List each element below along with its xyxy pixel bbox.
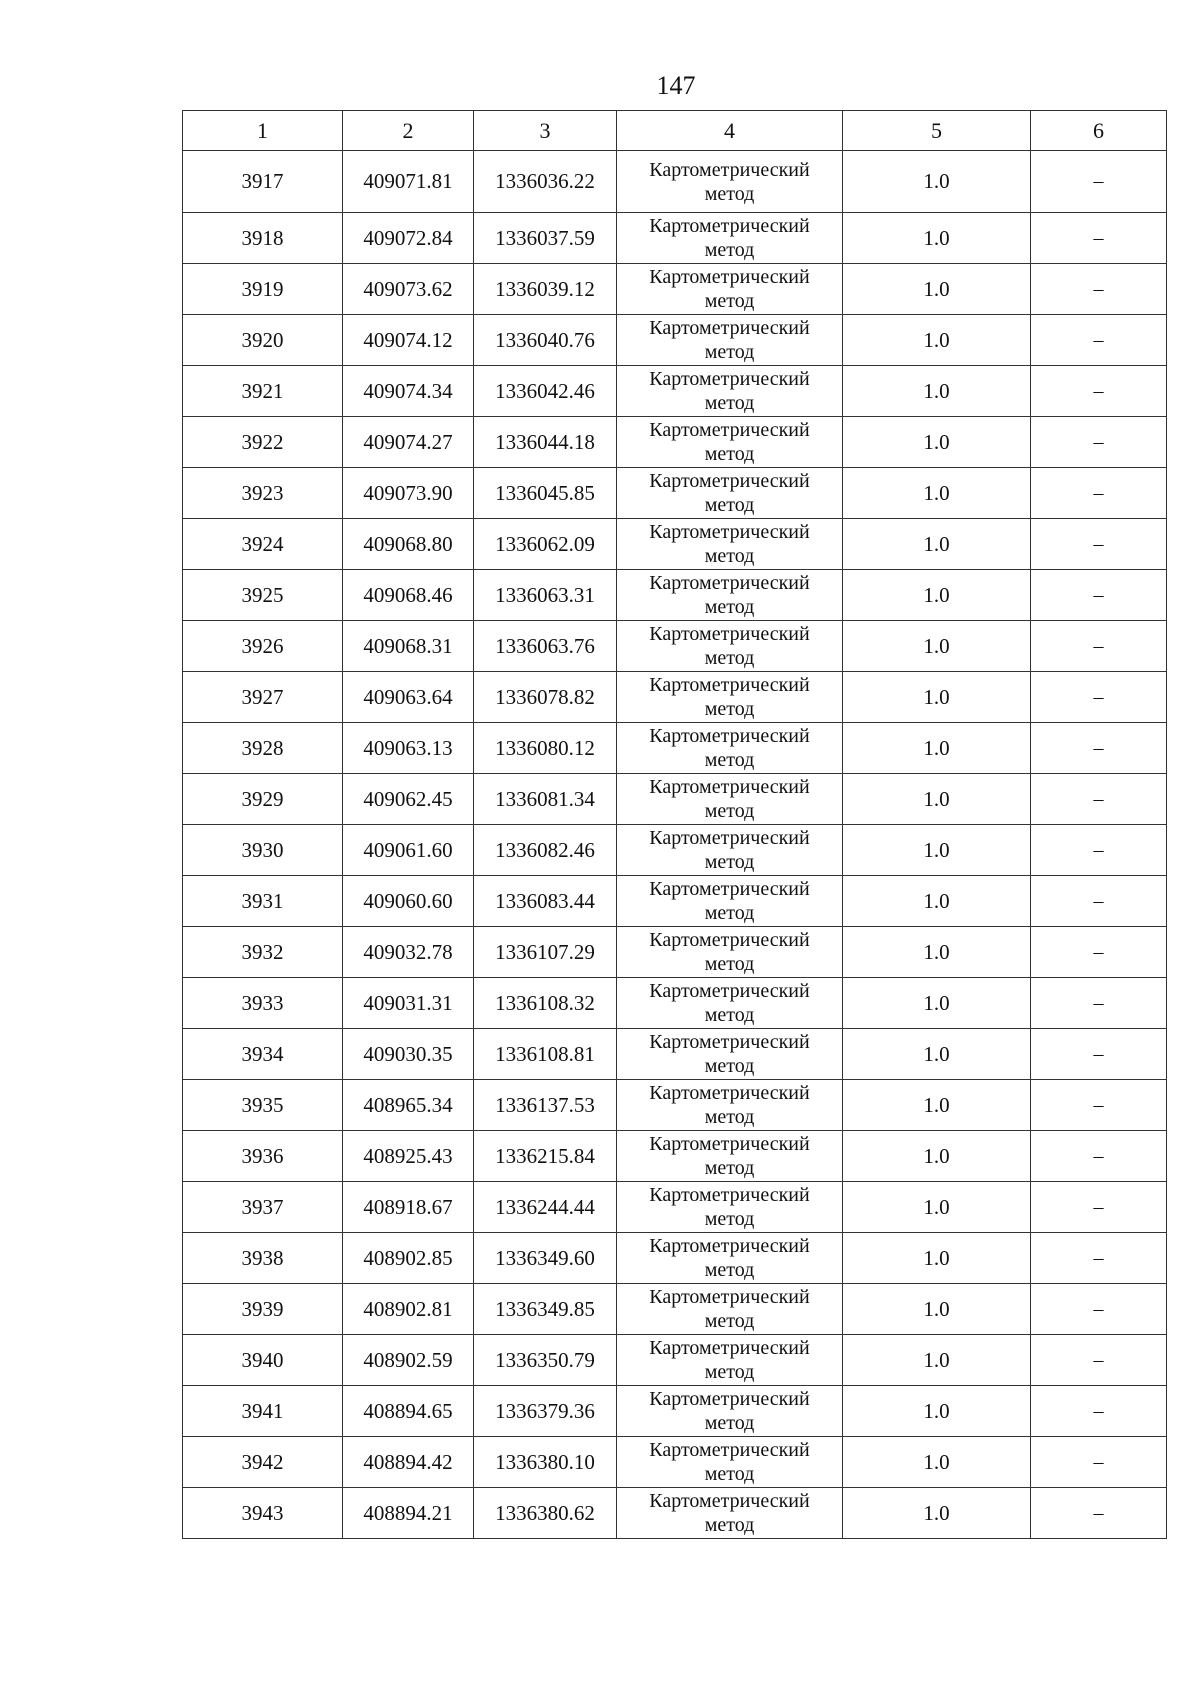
accuracy-cell: 1.0 — [843, 151, 1031, 213]
method-cell — [617, 315, 843, 366]
method-cell — [617, 468, 843, 519]
method-line-1: Картометрический — [649, 1133, 810, 1155]
table-row — [183, 570, 1167, 621]
note-cell: – — [1031, 519, 1167, 570]
method-cell — [617, 1080, 843, 1131]
x-coordinate-cell: 409032.78 — [343, 927, 474, 978]
note-cell: – — [1031, 876, 1167, 927]
method-line-1: Картометрический — [649, 215, 810, 237]
method-text — [649, 979, 809, 1027]
method-line-1: Картометрический — [649, 158, 810, 181]
point-number-cell: 3943 — [183, 1488, 343, 1539]
method-cell — [617, 1131, 843, 1182]
table-row — [183, 774, 1167, 825]
y-coordinate-cell: 1336244.44 — [474, 1182, 617, 1233]
method-line-1: Картометрический — [649, 1388, 810, 1410]
accuracy-cell: 1.0 — [843, 1386, 1031, 1437]
table-row — [183, 417, 1167, 468]
method-line-1: Картометрический — [649, 878, 810, 900]
x-coordinate-cell: 409068.80 — [343, 519, 474, 570]
accuracy-cell: 1.0 — [843, 978, 1031, 1029]
point-number-cell: 3924 — [183, 519, 343, 570]
x-coordinate-cell: 409060.60 — [343, 876, 474, 927]
method-text — [649, 673, 809, 721]
note-cell: – — [1031, 264, 1167, 315]
method-text — [649, 928, 809, 976]
table-row — [183, 876, 1167, 927]
point-number-cell: 3918 — [183, 213, 343, 264]
note-cell: – — [1031, 1335, 1167, 1386]
accuracy-cell: 1.0 — [843, 927, 1031, 978]
x-coordinate-cell: 409068.31 — [343, 621, 474, 672]
method-line-1: Картометрический — [649, 827, 810, 849]
point-number-cell: 3937 — [183, 1182, 343, 1233]
method-text — [649, 1285, 809, 1333]
header-col-4: 4 — [617, 111, 843, 151]
x-coordinate-cell: 409031.31 — [343, 978, 474, 1029]
method-line-1: Картометрический — [649, 776, 810, 798]
method-line-1: Картометрический — [649, 521, 810, 543]
accuracy-cell: 1.0 — [843, 366, 1031, 417]
x-coordinate-cell: 408894.42 — [343, 1437, 474, 1488]
table-row — [183, 519, 1167, 570]
method-line-1: Картометрический — [649, 623, 810, 645]
y-coordinate-cell: 1336083.44 — [474, 876, 617, 927]
method-text — [649, 520, 809, 568]
method-line-2: метод — [704, 494, 755, 516]
method-cell — [617, 774, 843, 825]
method-line-1: Картометрический — [649, 1082, 810, 1104]
table-row — [183, 1131, 1167, 1182]
x-coordinate-cell: 409074.34 — [343, 366, 474, 417]
table-row — [183, 213, 1167, 264]
method-cell — [617, 151, 843, 213]
y-coordinate-cell: 1336063.31 — [474, 570, 617, 621]
method-line-2: метод — [704, 800, 755, 822]
note-cell: – — [1031, 1182, 1167, 1233]
x-coordinate-cell: 408918.67 — [343, 1182, 474, 1233]
y-coordinate-cell: 1336063.76 — [474, 621, 617, 672]
accuracy-cell: 1.0 — [843, 468, 1031, 519]
method-cell — [617, 825, 843, 876]
method-text — [649, 1234, 809, 1282]
x-coordinate-cell: 409061.60 — [343, 825, 474, 876]
accuracy-cell: 1.0 — [843, 1029, 1031, 1080]
accuracy-cell: 1.0 — [843, 774, 1031, 825]
note-cell: – — [1031, 1437, 1167, 1488]
note-cell: – — [1031, 927, 1167, 978]
note-cell: – — [1031, 1131, 1167, 1182]
y-coordinate-cell: 1336080.12 — [474, 723, 617, 774]
note-cell: – — [1031, 621, 1167, 672]
table-row — [183, 1029, 1167, 1080]
accuracy-cell: 1.0 — [843, 417, 1031, 468]
table-row — [183, 723, 1167, 774]
method-text — [649, 622, 809, 670]
accuracy-cell: 1.0 — [843, 1131, 1031, 1182]
point-number-cell: 3933 — [183, 978, 343, 1029]
y-coordinate-cell: 1336044.18 — [474, 417, 617, 468]
point-number-cell: 3926 — [183, 621, 343, 672]
table-row — [183, 927, 1167, 978]
table-row — [183, 1080, 1167, 1131]
table-body — [183, 151, 1167, 1539]
y-coordinate-cell: 1336108.32 — [474, 978, 617, 1029]
header-col-5: 5 — [843, 111, 1031, 151]
x-coordinate-cell: 408965.34 — [343, 1080, 474, 1131]
method-cell — [617, 1386, 843, 1437]
x-coordinate-cell: 409068.46 — [343, 570, 474, 621]
table-row — [183, 151, 1167, 213]
method-text — [649, 1081, 809, 1129]
method-line-2: метод — [704, 1004, 755, 1026]
accuracy-cell: 1.0 — [843, 1335, 1031, 1386]
method-cell — [617, 723, 843, 774]
note-cell: – — [1031, 468, 1167, 519]
accuracy-cell: 1.0 — [843, 876, 1031, 927]
table-header-row — [183, 111, 1167, 151]
accuracy-cell: 1.0 — [843, 1488, 1031, 1539]
method-line-1: Картометрический — [649, 1184, 810, 1206]
method-text — [649, 775, 809, 823]
table-row — [183, 1386, 1167, 1437]
point-number-cell: 3925 — [183, 570, 343, 621]
table-row — [183, 1182, 1167, 1233]
note-cell: – — [1031, 366, 1167, 417]
y-coordinate-cell: 1336107.29 — [474, 927, 617, 978]
method-cell — [617, 1488, 843, 1539]
method-line-1: Картометрический — [649, 1286, 810, 1308]
method-line-2: метод — [704, 1055, 755, 1077]
method-text — [649, 877, 809, 925]
note-cell: – — [1031, 825, 1167, 876]
method-line-2: метод — [704, 902, 755, 924]
method-cell — [617, 1284, 843, 1335]
y-coordinate-cell: 1336082.46 — [474, 825, 617, 876]
y-coordinate-cell: 1336108.81 — [474, 1029, 617, 1080]
method-text — [649, 1438, 809, 1486]
method-text — [649, 418, 809, 466]
header-col-6: 6 — [1031, 111, 1167, 151]
method-cell — [617, 1233, 843, 1284]
table-row — [183, 621, 1167, 672]
table-row — [183, 1437, 1167, 1488]
point-number-cell: 3923 — [183, 468, 343, 519]
method-line-1: Картометрический — [649, 470, 810, 492]
accuracy-cell: 1.0 — [843, 1182, 1031, 1233]
accuracy-cell: 1.0 — [843, 723, 1031, 774]
note-cell: – — [1031, 151, 1167, 213]
method-cell — [617, 366, 843, 417]
method-text — [649, 214, 809, 262]
x-coordinate-cell: 408894.21 — [343, 1488, 474, 1539]
method-line-2: метод — [704, 1259, 755, 1281]
method-text — [649, 265, 809, 313]
y-coordinate-cell: 1336037.59 — [474, 213, 617, 264]
point-number-cell: 3920 — [183, 315, 343, 366]
note-cell: – — [1031, 1233, 1167, 1284]
method-cell — [617, 213, 843, 264]
accuracy-cell: 1.0 — [843, 213, 1031, 264]
method-text — [649, 571, 809, 619]
point-number-cell: 3941 — [183, 1386, 343, 1437]
method-line-2: метод — [704, 953, 755, 975]
y-coordinate-cell: 1336380.62 — [474, 1488, 617, 1539]
method-text — [649, 1387, 809, 1435]
y-coordinate-cell: 1336078.82 — [474, 672, 617, 723]
method-line-2: метод — [704, 596, 755, 618]
method-line-1: Картометрический — [649, 572, 810, 594]
method-cell — [617, 876, 843, 927]
point-number-cell: 3928 — [183, 723, 343, 774]
y-coordinate-cell: 1336349.60 — [474, 1233, 617, 1284]
method-text — [649, 826, 809, 874]
note-cell: – — [1031, 1080, 1167, 1131]
accuracy-cell: 1.0 — [843, 1233, 1031, 1284]
y-coordinate-cell: 1336215.84 — [474, 1131, 617, 1182]
method-text — [649, 367, 809, 415]
method-text — [649, 1183, 809, 1231]
method-cell — [617, 264, 843, 315]
accuracy-cell: 1.0 — [843, 315, 1031, 366]
method-line-2: метод — [704, 182, 755, 205]
method-line-1: Картометрический — [649, 1235, 810, 1257]
table-row — [183, 264, 1167, 315]
method-cell — [617, 621, 843, 672]
x-coordinate-cell: 408902.59 — [343, 1335, 474, 1386]
x-coordinate-cell: 409063.64 — [343, 672, 474, 723]
point-number-cell: 3940 — [183, 1335, 343, 1386]
method-line-2: метод — [704, 1106, 755, 1128]
method-text — [649, 724, 809, 772]
page-number: 147 — [656, 71, 696, 100]
method-line-1: Картометрический — [649, 980, 810, 1002]
note-cell: – — [1031, 1386, 1167, 1437]
coordinates-table — [182, 110, 1167, 1539]
accuracy-cell: 1.0 — [843, 672, 1031, 723]
table-row — [183, 978, 1167, 1029]
x-coordinate-cell: 408902.85 — [343, 1233, 474, 1284]
y-coordinate-cell: 1336045.85 — [474, 468, 617, 519]
method-line-1: Картометрический — [649, 368, 810, 390]
method-line-2: метод — [704, 290, 755, 312]
point-number-cell: 3930 — [183, 825, 343, 876]
method-line-2: метод — [704, 749, 755, 771]
method-line-1: Картометрический — [649, 1337, 810, 1359]
header-col-2: 2 — [343, 111, 474, 151]
note-cell: – — [1031, 1284, 1167, 1335]
table-row — [183, 825, 1167, 876]
method-line-1: Картометрический — [649, 929, 810, 951]
point-number-cell: 3929 — [183, 774, 343, 825]
method-cell — [617, 1335, 843, 1386]
point-number-cell: 3939 — [183, 1284, 343, 1335]
method-line-1: Картометрический — [649, 674, 810, 696]
table-row — [183, 366, 1167, 417]
y-coordinate-cell: 1336081.34 — [474, 774, 617, 825]
method-cell — [617, 1437, 843, 1488]
method-line-1: Картометрический — [649, 419, 810, 441]
accuracy-cell: 1.0 — [843, 519, 1031, 570]
x-coordinate-cell: 409030.35 — [343, 1029, 474, 1080]
method-text — [649, 1030, 809, 1078]
accuracy-cell: 1.0 — [843, 1080, 1031, 1131]
method-line-1: Картометрический — [649, 1439, 810, 1461]
method-cell — [617, 417, 843, 468]
method-line-2: метод — [704, 239, 755, 261]
header-col-3: 3 — [474, 111, 617, 151]
method-line-2: метод — [704, 443, 755, 465]
y-coordinate-cell: 1336349.85 — [474, 1284, 617, 1335]
method-line-2: метод — [704, 1412, 755, 1434]
note-cell: – — [1031, 978, 1167, 1029]
point-number-cell: 3932 — [183, 927, 343, 978]
method-cell — [617, 519, 843, 570]
note-cell: – — [1031, 1488, 1167, 1539]
method-line-2: метод — [704, 545, 755, 567]
note-cell: – — [1031, 315, 1167, 366]
method-cell — [617, 570, 843, 621]
point-number-cell: 3927 — [183, 672, 343, 723]
point-number-cell: 3921 — [183, 366, 343, 417]
header-col-1: 1 — [183, 111, 343, 151]
y-coordinate-cell: 1336350.79 — [474, 1335, 617, 1386]
x-coordinate-cell: 408902.81 — [343, 1284, 474, 1335]
x-coordinate-cell: 409063.13 — [343, 723, 474, 774]
note-cell: – — [1031, 774, 1167, 825]
y-coordinate-cell: 1336042.46 — [474, 366, 617, 417]
y-coordinate-cell: 1336040.76 — [474, 315, 617, 366]
method-text — [649, 1489, 809, 1537]
x-coordinate-cell: 409072.84 — [343, 213, 474, 264]
accuracy-cell: 1.0 — [843, 1437, 1031, 1488]
accuracy-cell: 1.0 — [843, 264, 1031, 315]
accuracy-cell: 1.0 — [843, 621, 1031, 672]
x-coordinate-cell: 409073.90 — [343, 468, 474, 519]
method-cell — [617, 978, 843, 1029]
method-line-2: метод — [704, 1514, 755, 1536]
table-row — [183, 1335, 1167, 1386]
point-number-cell: 3919 — [183, 264, 343, 315]
method-line-2: метод — [704, 1463, 755, 1485]
method-text — [649, 469, 809, 517]
accuracy-cell: 1.0 — [843, 1284, 1031, 1335]
method-line-2: метод — [704, 341, 755, 363]
method-line-2: метод — [704, 1361, 755, 1383]
note-cell: – — [1031, 1029, 1167, 1080]
table-row — [183, 672, 1167, 723]
y-coordinate-cell: 1336137.53 — [474, 1080, 617, 1131]
note-cell: – — [1031, 417, 1167, 468]
method-line-2: метод — [704, 1208, 755, 1230]
method-text — [649, 316, 809, 364]
method-text — [649, 1132, 809, 1180]
method-line-2: метод — [704, 698, 755, 720]
table-row — [183, 315, 1167, 366]
method-line-1: Картометрический — [649, 725, 810, 747]
x-coordinate-cell: 408925.43 — [343, 1131, 474, 1182]
note-cell: – — [1031, 570, 1167, 621]
y-coordinate-cell: 1336039.12 — [474, 264, 617, 315]
y-coordinate-cell: 1336062.09 — [474, 519, 617, 570]
point-number-cell: 3942 — [183, 1437, 343, 1488]
accuracy-cell: 1.0 — [843, 570, 1031, 621]
point-number-cell: 3922 — [183, 417, 343, 468]
method-text — [649, 158, 809, 206]
point-number-cell: 3934 — [183, 1029, 343, 1080]
x-coordinate-cell: 409071.81 — [343, 151, 474, 213]
method-line-2: метод — [704, 851, 755, 873]
note-cell: – — [1031, 213, 1167, 264]
x-coordinate-cell: 408894.65 — [343, 1386, 474, 1437]
method-line-1: Картометрический — [649, 1490, 810, 1512]
point-number-cell: 3931 — [183, 876, 343, 927]
note-cell: – — [1031, 672, 1167, 723]
method-cell — [617, 672, 843, 723]
table-row — [183, 1284, 1167, 1335]
method-line-2: метод — [704, 647, 755, 669]
method-line-2: метод — [704, 392, 755, 414]
x-coordinate-cell: 409074.27 — [343, 417, 474, 468]
point-number-cell: 3935 — [183, 1080, 343, 1131]
method-cell — [617, 927, 843, 978]
table-row — [183, 1488, 1167, 1539]
table-row — [183, 468, 1167, 519]
y-coordinate-cell: 1336036.22 — [474, 151, 617, 213]
point-number-cell: 3917 — [183, 151, 343, 213]
method-cell — [617, 1029, 843, 1080]
accuracy-cell: 1.0 — [843, 825, 1031, 876]
x-coordinate-cell: 409062.45 — [343, 774, 474, 825]
method-line-1: Картометрический — [649, 266, 810, 288]
point-number-cell: 3938 — [183, 1233, 343, 1284]
method-text — [649, 1336, 809, 1384]
y-coordinate-cell: 1336379.36 — [474, 1386, 617, 1437]
method-cell — [617, 1182, 843, 1233]
point-number-cell: 3936 — [183, 1131, 343, 1182]
method-line-1: Картометрический — [649, 1031, 810, 1053]
x-coordinate-cell: 409073.62 — [343, 264, 474, 315]
method-line-2: метод — [704, 1310, 755, 1332]
x-coordinate-cell: 409074.12 — [343, 315, 474, 366]
y-coordinate-cell: 1336380.10 — [474, 1437, 617, 1488]
method-line-1: Картометрический — [649, 317, 810, 339]
table-row — [183, 1233, 1167, 1284]
note-cell: – — [1031, 723, 1167, 774]
method-line-2: метод — [704, 1157, 755, 1179]
